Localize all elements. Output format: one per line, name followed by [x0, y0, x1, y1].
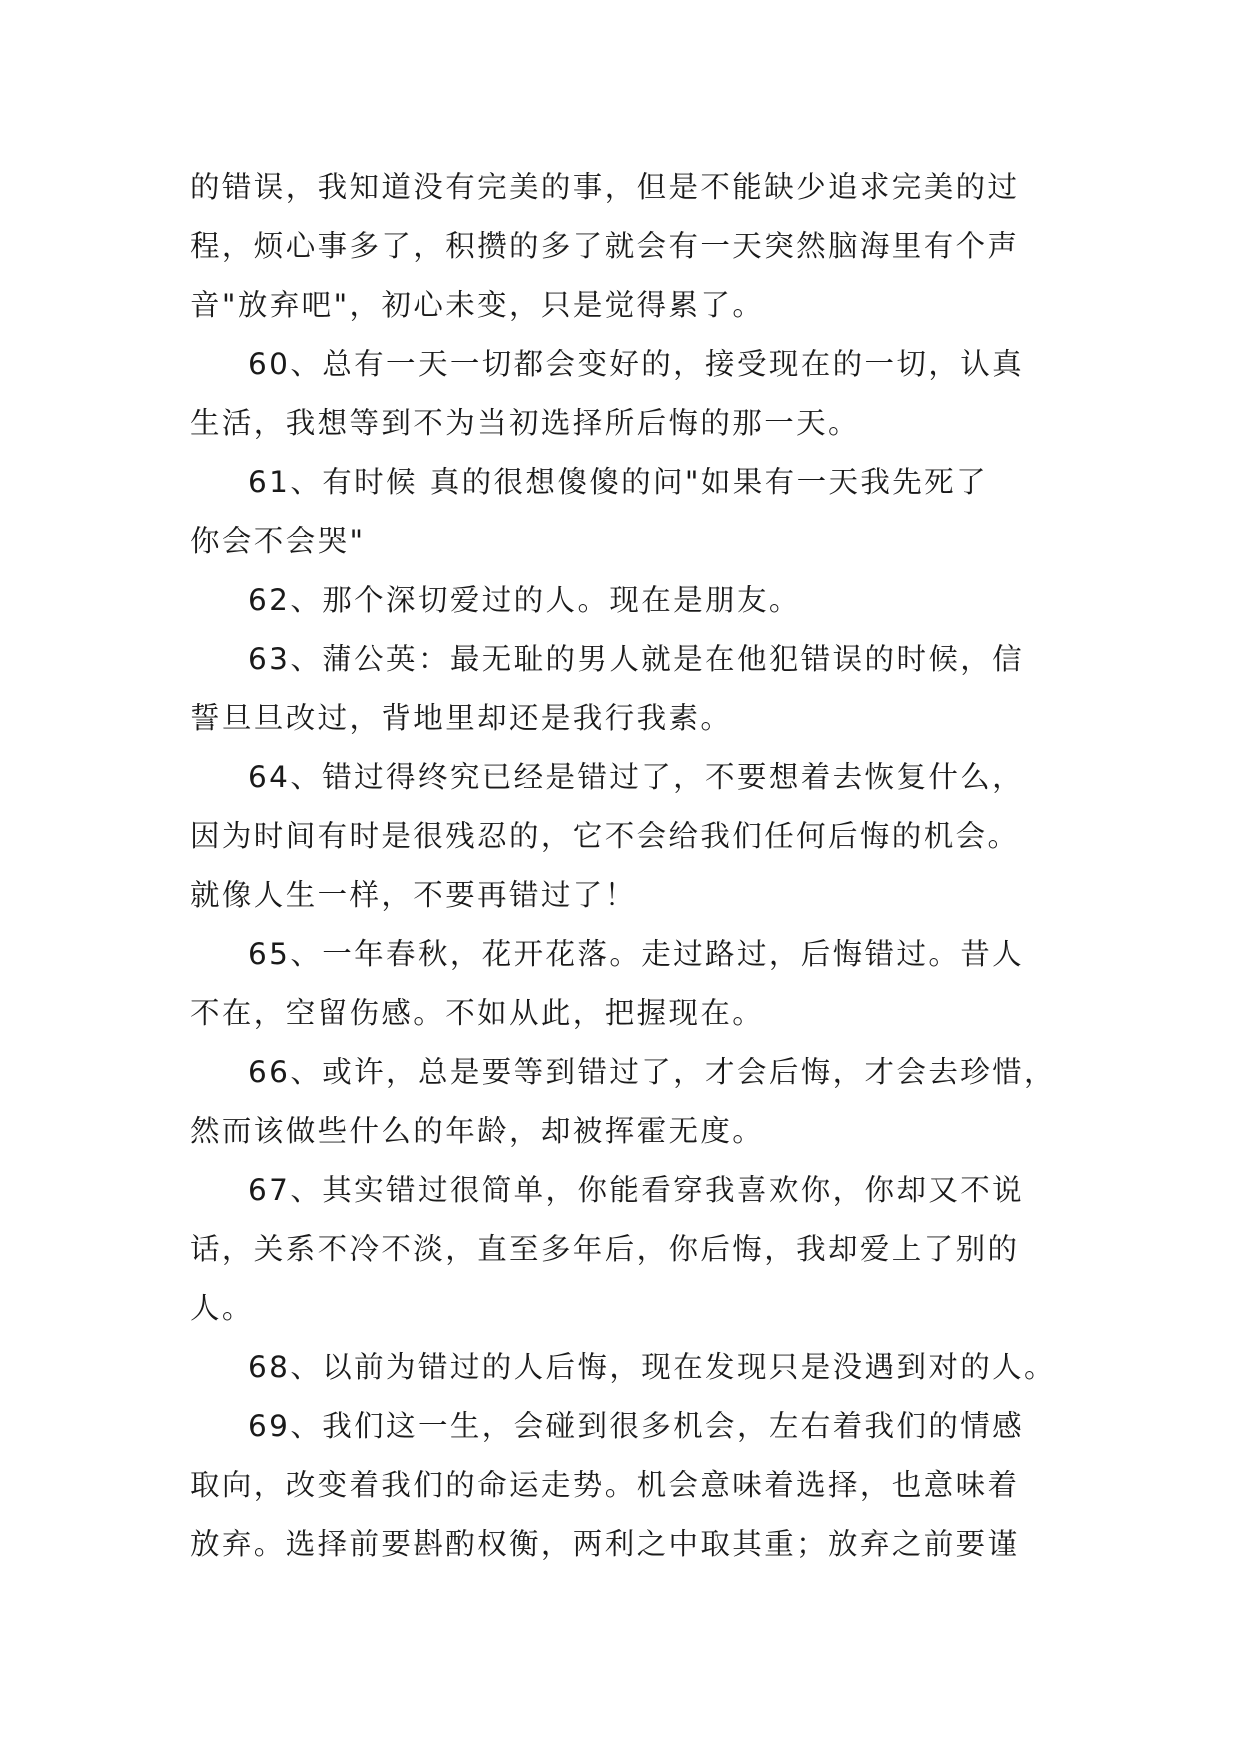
paragraph	[190, 630, 1070, 748]
text-line: 话，关系不冷不淡，直至多年后，你后悔，我却爱上了别的	[190, 1232, 1020, 1266]
paragraph	[190, 748, 1070, 925]
text-line: 67、其实错过很简单，你能看穿我喜欢你，你却又不说	[248, 1173, 1025, 1207]
body-text	[190, 158, 1070, 1574]
text-line: 生活，我想等到不为当初选择所后悔的那一天。	[190, 406, 860, 440]
paragraph	[190, 925, 1070, 1043]
text-line: 62、那个深切爱过的人。现在是朋友。	[248, 583, 801, 617]
text-line: 因为时间有时是很残忍的，它不会给我们任何后悔的机会。	[190, 819, 1020, 853]
text-line: 60、总有一天一切都会变好的，接受现在的一切，认真	[248, 347, 1025, 381]
text-line: 就像人生一样，不要再错过了！	[190, 878, 637, 912]
text-line: 63、蒲公英：最无耻的男人就是在他犯错误的时候，信	[248, 642, 1025, 676]
text-line: 然而该做些什么的年龄，却被挥霍无度。	[190, 1114, 765, 1148]
text-line: 人。	[190, 1291, 254, 1325]
paragraph	[190, 335, 1070, 453]
text-line: 69、我们这一生，会碰到很多机会，左右着我们的情感	[248, 1409, 1025, 1443]
text-line: 66、或许，总是要等到错过了，才会后悔，才会去珍惜，	[248, 1055, 1056, 1089]
text-line: 誓旦旦改过，背地里却还是我行我素。	[190, 701, 733, 735]
text-line: 取向，改变着我们的命运走势。机会意味着选择，也意味着	[190, 1468, 1020, 1502]
paragraph	[190, 1397, 1070, 1574]
text-line: 你会不会哭"	[190, 524, 366, 558]
paragraph	[190, 1043, 1070, 1161]
text-line: 的错误，我知道没有完美的事，但是不能缺少追求完美的过	[190, 170, 1020, 204]
paragraph	[190, 453, 1070, 571]
paragraph	[190, 158, 1070, 335]
text-line: 音"放弃吧"，初心未变，只是觉得累了。	[190, 288, 765, 322]
text-line: 64、错过得终究已经是错过了，不要想着去恢复什么，	[248, 760, 1025, 794]
text-line: 61、有时候 真的很想傻傻的问"如果有一天我先死了	[248, 465, 988, 499]
text-line: 放弃。选择前要斟酌权衡，两利之中取其重；放弃之前要谨	[190, 1527, 1020, 1561]
text-line: 程，烦心事多了，积攒的多了就会有一天突然脑海里有个声	[190, 229, 1020, 263]
text-line: 65、一年春秋，花开花落。走过路过，后悔错过。昔人	[248, 937, 1025, 971]
paragraph	[190, 1161, 1070, 1338]
paragraph	[190, 1338, 1070, 1397]
text-line: 68、以前为错过的人后悔，现在发现只是没遇到对的人。	[248, 1350, 1056, 1384]
text-line: 不在，空留伤感。不如从此，把握现在。	[190, 996, 765, 1030]
paragraph	[190, 571, 1070, 630]
